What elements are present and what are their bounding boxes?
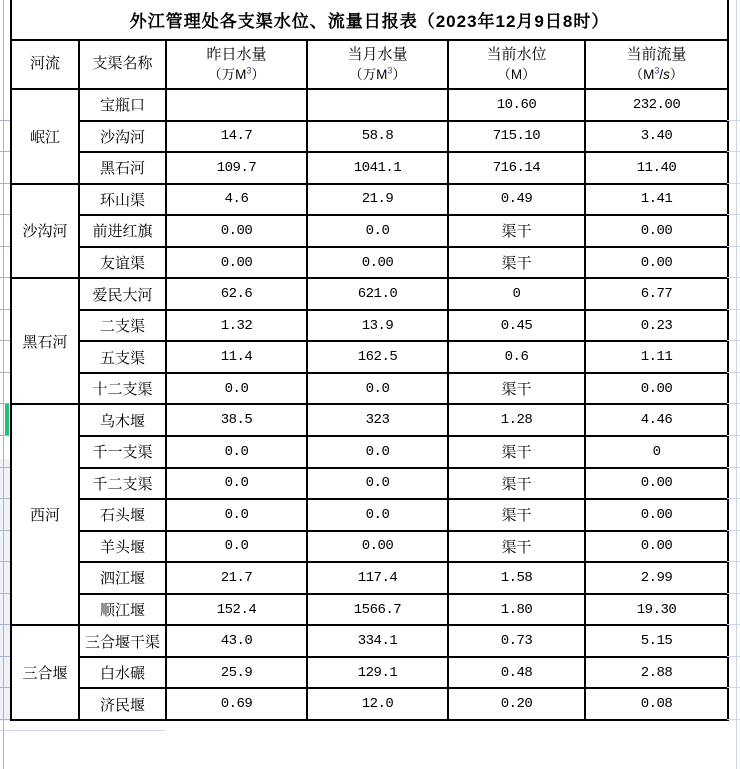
cell-flow[interactable]: 2.99: [585, 562, 728, 594]
cell-flow[interactable]: 0.23: [585, 310, 728, 342]
column-label: 当前流量: [626, 46, 687, 64]
cell-month-volume[interactable]: 13.9: [307, 310, 448, 342]
cell-yesterday-volume[interactable]: 0.0: [166, 436, 307, 468]
table-row: [11, 373, 728, 405]
cell-yesterday-volume[interactable]: 1.32: [166, 310, 307, 342]
sheet-left-margin: [0, 459, 10, 721]
cell-month-volume[interactable]: 0.0: [307, 468, 448, 500]
cell-yesterday-volume[interactable]: 0.0: [166, 468, 307, 500]
cell-yesterday-volume[interactable]: 38.5: [166, 404, 307, 436]
table-row: [11, 657, 728, 689]
table-row: [11, 404, 728, 436]
cell-water-level[interactable]: 716.14: [448, 152, 585, 184]
cell-month-volume[interactable]: 129.1: [307, 657, 448, 689]
table-row: [11, 247, 728, 279]
column-header-channel[interactable]: [79, 40, 166, 89]
sheet-horizontal-gridline: [0, 624, 10, 625]
cell-channel-name[interactable]: 前进红旗: [79, 215, 166, 247]
cell-channel-name[interactable]: 三合堰干渠: [79, 625, 166, 657]
cell-channel-name[interactable]: 宝瓶口: [79, 89, 166, 121]
cell-flow[interactable]: 0.08: [585, 688, 728, 720]
cell-flow[interactable]: 3.40: [585, 121, 728, 153]
cell-channel-name[interactable]: 环山渠: [79, 184, 166, 216]
title-row: [11, 0, 728, 40]
table-row: [11, 562, 728, 594]
sheet-horizontal-gridline: [0, 277, 10, 278]
table-row: [11, 594, 728, 626]
cell-channel-name[interactable]: 沙沟河: [79, 121, 166, 153]
cell-month-volume[interactable]: 12.0: [307, 688, 448, 720]
cell-month-volume[interactable]: [307, 89, 448, 121]
cell-yesterday-volume[interactable]: 152.4: [166, 594, 307, 626]
cell-water-level[interactable]: 0.20: [448, 688, 585, 720]
column-header-level[interactable]: [448, 40, 585, 89]
sheet-horizontal-gridline: [0, 340, 10, 341]
cell-yesterday-volume[interactable]: 11.4: [166, 341, 307, 373]
cell-month-volume[interactable]: 0.0: [307, 436, 448, 468]
cell-month-volume[interactable]: 1041.1: [307, 152, 448, 184]
cell-water-level[interactable]: 渠干: [448, 531, 585, 563]
column-label: 支渠名称: [92, 55, 153, 73]
cell-channel-name[interactable]: 爱民大河: [79, 278, 166, 310]
column-unit: （万$M^3$）: [349, 65, 406, 82]
sheet-horizontal-gridline: [0, 593, 10, 594]
cell-channel-name[interactable]: 白水碾: [79, 657, 166, 689]
sheet-horizontal-gridline: [0, 687, 10, 688]
cell-month-volume[interactable]: 323: [307, 404, 448, 436]
sheet-horizontal-gridline: [0, 183, 10, 184]
cell-water-level[interactable]: 0.49: [448, 184, 585, 216]
column-label: 昨日水量: [206, 46, 267, 64]
table-row: [11, 341, 728, 373]
column-unit: （M）: [497, 66, 536, 82]
cell-water-level[interactable]: 1.58: [448, 562, 585, 594]
cell-flow[interactable]: 0.00: [585, 499, 728, 531]
cell-river[interactable]: 黑石河: [11, 278, 79, 404]
cell-river[interactable]: 岷江: [11, 89, 79, 184]
cell-yesterday-volume[interactable]: 21.7: [166, 562, 307, 594]
sheet-horizontal-gridline: [0, 656, 10, 657]
cell-channel-name[interactable]: 千一支渠: [79, 436, 166, 468]
cell-water-level[interactable]: 渠干: [448, 215, 585, 247]
cell-water-level[interactable]: 渠干: [448, 247, 585, 279]
cell-channel-name[interactable]: 友谊渠: [79, 247, 166, 279]
cell-yesterday-volume[interactable]: 0.0: [166, 373, 307, 405]
sheet-horizontal-gridline: [0, 561, 10, 562]
cell-flow[interactable]: 0.00: [585, 468, 728, 500]
table-row: [11, 215, 728, 247]
cell-flow[interactable]: 232.00: [585, 89, 728, 121]
cell-water-level[interactable]: 渠干: [448, 436, 585, 468]
cell-month-volume[interactable]: 0.00: [307, 531, 448, 563]
row-highlight-marker: [5, 404, 9, 436]
column-label: 当前水位: [486, 46, 547, 64]
sheet-horizontal-gridline: [0, 498, 10, 499]
cell-flow[interactable]: 0.00: [585, 247, 728, 279]
sheet-vertical-gridline: [736, 0, 737, 769]
cell-yesterday-volume[interactable]: 0.00: [166, 215, 307, 247]
column-header-month[interactable]: [307, 40, 448, 89]
cell-water-level[interactable]: 渠干: [448, 468, 585, 500]
cell-yesterday-volume[interactable]: [166, 89, 307, 121]
cell-river[interactable]: 三合堰: [11, 625, 79, 720]
cell-flow[interactable]: 5.15: [585, 625, 728, 657]
column-unit: $(M^3/s)$: [629, 65, 684, 82]
cell-flow[interactable]: 0.00: [585, 531, 728, 563]
cell-water-level[interactable]: 1.28: [448, 404, 585, 436]
cell-flow[interactable]: 0.00: [585, 373, 728, 405]
cell-channel-name[interactable]: 乌木堰: [79, 404, 166, 436]
cell-water-level[interactable]: 0.6: [448, 341, 585, 373]
cell-month-volume[interactable]: 334.1: [307, 625, 448, 657]
cell-channel-name[interactable]: 石头堰: [79, 499, 166, 531]
cell-channel-name[interactable]: 羊头堰: [79, 531, 166, 563]
cell-water-level[interactable]: 715.10: [448, 121, 585, 153]
cell-flow[interactable]: 2.88: [585, 657, 728, 689]
column-header-river[interactable]: [11, 40, 79, 89]
cell-yesterday-volume[interactable]: 4.6: [166, 184, 307, 216]
report-table: [10, 0, 729, 721]
cell-month-volume[interactable]: 621.0: [307, 278, 448, 310]
cell-yesterday-volume[interactable]: 25.9: [166, 657, 307, 689]
sheet-horizontal-gridline: [0, 719, 10, 720]
cell-water-level[interactable]: 10.60: [448, 89, 585, 121]
cell-yesterday-volume[interactable]: 0.0: [166, 499, 307, 531]
cell-month-volume[interactable]: 0.0: [307, 215, 448, 247]
table-body: [11, 89, 728, 720]
cell-water-level[interactable]: 0.48: [448, 657, 585, 689]
table-row: [11, 121, 728, 153]
cell-month-volume[interactable]: 117.4: [307, 562, 448, 594]
cell-channel-name[interactable]: 五支渠: [79, 341, 166, 373]
cell-flow[interactable]: 1.11: [585, 341, 728, 373]
cell-flow[interactable]: 6.77: [585, 278, 728, 310]
cell-river[interactable]: 沙沟河: [11, 184, 79, 279]
table-row: [11, 89, 728, 121]
sheet-horizontal-gridline: [0, 467, 10, 468]
cell-water-level[interactable]: 0: [448, 278, 585, 310]
page-title[interactable]: 外江管理处各支渠水位、流量日报表（2023年12月9日8时）: [11, 0, 728, 40]
cell-month-volume[interactable]: 162.5: [307, 341, 448, 373]
cell-flow[interactable]: 1.41: [585, 184, 728, 216]
cell-river[interactable]: 西河: [11, 404, 79, 625]
cell-month-volume[interactable]: 1566.7: [307, 594, 448, 626]
table-row: [11, 436, 728, 468]
column-unit: （万$M^3$）: [208, 65, 265, 82]
header-row: [11, 40, 728, 89]
cell-month-volume[interactable]: 0.0: [307, 373, 448, 405]
sheet-horizontal-gridline: [0, 151, 10, 152]
cell-channel-name[interactable]: 顺江堰: [79, 594, 166, 626]
cell-yesterday-volume[interactable]: 0.0: [166, 531, 307, 563]
table-row: [11, 468, 728, 500]
sheet-horizontal-gridline: [0, 530, 10, 531]
sheet-horizontal-gridline: [0, 309, 10, 310]
sheet-horizontal-gridline: [0, 214, 10, 215]
table-row: [11, 152, 728, 184]
cell-yesterday-volume[interactable]: 0.69: [166, 688, 307, 720]
column-label: 河流: [29, 55, 60, 73]
cell-flow[interactable]: 19.30: [585, 594, 728, 626]
cell-flow[interactable]: 11.40: [585, 152, 728, 184]
cell-water-level[interactable]: 0.45: [448, 310, 585, 342]
table-row: [11, 310, 728, 342]
cell-water-level[interactable]: 1.80: [448, 594, 585, 626]
table-row: [11, 499, 728, 531]
table-row: [11, 688, 728, 720]
cell-water-level[interactable]: 渠干: [448, 373, 585, 405]
cell-channel-name[interactable]: 十二支渠: [79, 373, 166, 405]
column-header-flow[interactable]: [585, 40, 728, 89]
cell-channel-name[interactable]: 济民堰: [79, 688, 166, 720]
cell-flow[interactable]: 4.46: [585, 404, 728, 436]
cell-yesterday-volume[interactable]: 109.7: [166, 152, 307, 184]
cell-month-volume[interactable]: 21.9: [307, 184, 448, 216]
cell-channel-name[interactable]: 泗江堰: [79, 562, 166, 594]
sheet-horizontal-gridline: [0, 120, 10, 121]
cell-yesterday-volume[interactable]: 14.7: [166, 121, 307, 153]
cell-yesterday-volume[interactable]: 0.00: [166, 247, 307, 279]
sheet-horizontal-gridline: [0, 372, 10, 373]
column-label: 当月水量: [347, 46, 408, 64]
cell-channel-name[interactable]: 黑石河: [79, 152, 166, 184]
cell-channel-name[interactable]: 二支渠: [79, 310, 166, 342]
table-row: [11, 531, 728, 563]
sheet-vertical-gridline: [3, 0, 4, 769]
column-header-yesterday[interactable]: [166, 40, 307, 89]
cell-month-volume[interactable]: 0.00: [307, 247, 448, 279]
cell-yesterday-volume[interactable]: 62.6: [166, 278, 307, 310]
table-row: [11, 184, 728, 216]
cell-water-level[interactable]: 渠干: [448, 499, 585, 531]
table-row: [11, 625, 728, 657]
cell-flow[interactable]: 0: [585, 436, 728, 468]
cell-channel-name[interactable]: 千二支渠: [79, 468, 166, 500]
sheet-horizontal-gridline: [0, 730, 165, 731]
cell-month-volume[interactable]: 0.0: [307, 499, 448, 531]
cell-water-level[interactable]: 0.73: [448, 625, 585, 657]
cell-month-volume[interactable]: 58.8: [307, 121, 448, 153]
sheet-horizontal-gridline: [0, 246, 10, 247]
table-row: [11, 278, 728, 310]
cell-flow[interactable]: 0.00: [585, 215, 728, 247]
cell-yesterday-volume[interactable]: 43.0: [166, 625, 307, 657]
